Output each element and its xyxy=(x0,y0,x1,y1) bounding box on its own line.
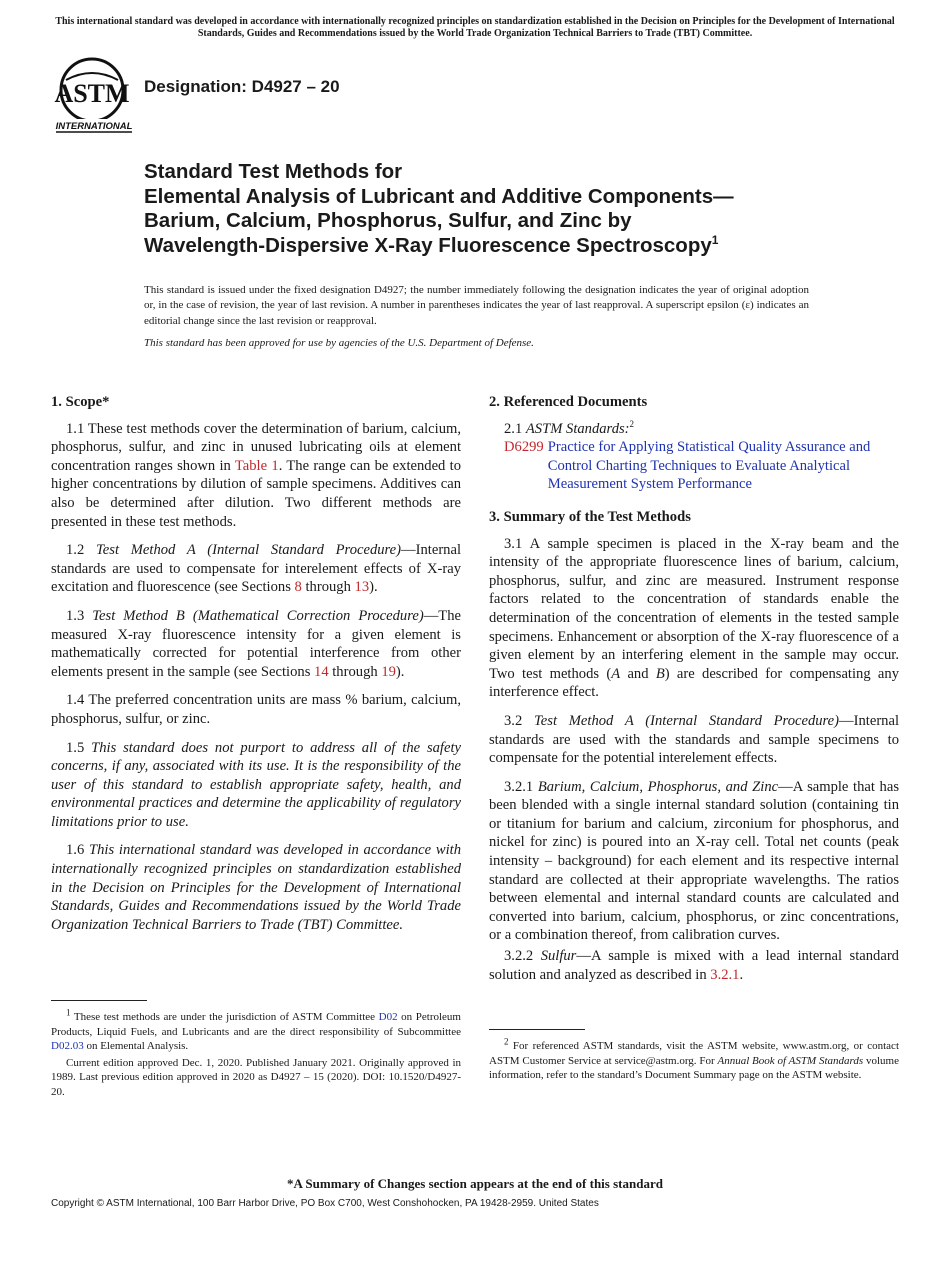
scope-1-3: 1.3 Test Method B (Mathematical Correction Procedure)—The measured X-ray fluorescence intensity for a given element is mathematically corrected for potential interference from other elements present in the sample (see Sections 14 through 19). xyxy=(51,607,461,680)
d6299-link[interactable]: D6299 xyxy=(504,439,544,456)
scope-1-2: 1.2 Test Method A (Internal Standard Procedure)—Internal standards are used to compensate for interelement effects of X-ray excitation and fluorescence (see Sections 8 through 13). xyxy=(51,542,462,596)
summary-3-2: 3.2 Test Method A (Internal Standard Procedure)—Internal standards are used with the standards and sample specimens to compensate for the potential interelement effects. xyxy=(489,712,900,767)
right-column xyxy=(489,393,899,994)
scope-1-6: 1.6 This international standard was developed in accordance with internationally recognized principles on standardization established in the Decision on Principles for the Development of International Standards, Guides and Recommendations issued by the World Trade Organization Technical Barriers to Trade (TBT) Committee. xyxy=(51,842,462,933)
title-line-3: Barium, Calcium, Phosphorus, Sulfur, and Zinc by xyxy=(144,209,632,232)
refdocs-2-1: 2.1 ASTM Standards:$^2$ xyxy=(504,418,635,437)
top-notice: This international standard was developed in accordance with internationally recognized principles on standardization established in the Decision on Principles for the Development of International Standards, Guides and Recommendations issued by the World Trade Organization Technical Barriers to Trade (TBT) Committee. xyxy=(55,16,895,39)
footnote-divider-right xyxy=(489,1029,585,1030)
summary-heading: 3. Summary of the Test Methods xyxy=(489,508,691,525)
section-8-link[interactable]: 8 xyxy=(294,579,302,596)
logo-word: INTERNATIONAL xyxy=(55,121,133,132)
footnote-divider-left xyxy=(51,1000,147,1001)
title-footnote-mark: 1 xyxy=(711,232,719,247)
designation: Designation: D4927 – 20 xyxy=(144,77,340,96)
summary-3-2-1: 3.2.1 Barium, Calcium, Phosphorus, and Zinc—A sample that has been blended with a single internal standard solution (containing tin or titanium for barium and calcium, zirconium for phosphorus, and nickel for zinc) is poured into an X-ray cell. Total net counts (peak intensity – background) for each element and its respective internal standard are collected at their appropriate wavelengths. The ratios between elemental and internal standard counts are calculated and converted into barium, calcium, phosphorus, or zinc concentrations, or a combination thereof, from calibration curves. xyxy=(489,778,900,944)
footnote-2: $^2$ For referenced ASTM standards, visit the ASTM website, www.astm.org, or contact ASTM Customer Service at service@astm.org. For Annual Book of ASTM Standards volume information, refer to the standard’s Document Summary page on the ASTM website. xyxy=(489,1036,899,1081)
scope-1-1: 1.1 These test methods cover the determination of barium, calcium, phosphorus, sulfur, and zinc in unused lubricating oils at element concentration ranges shown in Table 1. The range can be extended to higher concentrations by dilution of sample specimens. Additives can also be determined after dilution. Two different methods are presented in these test methods. xyxy=(51,420,461,530)
scope-heading: 1. Scope* xyxy=(51,394,110,410)
astm-logo-icon xyxy=(54,56,134,136)
astm-logo xyxy=(54,56,134,136)
section-3-2-1-link[interactable]: 3.2.1 xyxy=(710,966,740,983)
d6299-title-link[interactable]: Practice for Applying Statistical Quality Assurance and Control Charting Techniques to Evaluate Analytical Measurement System Performance xyxy=(547,439,871,493)
d02-03-link[interactable]: D02.03 xyxy=(51,1040,84,1052)
scope-1-5: 1.5 This standard does not purport to address all of the safety concerns, if any, associated with its use. It is the responsibility of the user of this standard to establish appropriate safety, health, and environmental practices and determine the applicability of regulatory limitations prior to use. xyxy=(51,739,461,830)
footnote-1: $^1$ These test methods are under the jurisdiction of ASTM Committee D02 on Petroleum Products, Liquid Fuels, and Lubricants and are the direct responsibility of Subcommittee D02.03 on Elemental Analysis. Current edition approved Dec. 1, 2020. Published January 2021. Originally approved in 1989. Last previous edition approved in 2020 as D4927 – 15 (2020). DOI: 10.1520/D4927-20. xyxy=(51,1007,461,1098)
title-line-4: Wavelength-Dispersive X-Ray Fluorescence Spectroscopy$^1$ xyxy=(144,232,719,257)
summary-of-changes-note: *A Summary of Changes section appears at the end of this standard xyxy=(287,1176,663,1191)
summary-3-1: 3.1 A sample specimen is placed in the X-ray beam and the intensity of the appropriate fluorescence lines of barium, calcium, phosphorus, sulfur, and zinc are measured. Instrument response factors related to the concentration of standards enable the determination of the concentration of elements in the tested sample specimens. Enhancement or absorption of the X-ray fluorescence of a given element by an interfering element in the sample may occur. Two test methods (A and B) are described for compensating any interference effect. xyxy=(489,535,899,701)
issued-note: This standard is issued under the fixed designation D4927; the number immediately following the designation indicates the year of original adoption or, in the case of revision, the year of last revision. A number in parentheses indicates the year of last reapproval. A superscript epsilon (ε) indicates an editorial change since the last revision or reapproval. xyxy=(144,284,809,327)
reference-d6299 xyxy=(504,438,899,494)
d02-link[interactable]: D02 xyxy=(378,1011,398,1023)
logo-letters: ASTM xyxy=(54,79,130,108)
summary-3-2-2: 3.2.2 Sulfur—A sample is mixed with a lead internal standard solution and analyzed as described in 3.2.1. xyxy=(489,948,899,983)
table-1-link[interactable]: Table 1 xyxy=(234,457,279,474)
left-column xyxy=(51,393,461,944)
dod-note: This standard has been approved for use by agencies of the U.S. Department of Defense. xyxy=(144,337,534,349)
copyright: Copyright © ASTM International, 100 Barr Harbor Drive, PO Box C700, West Conshohocken, PA 19428-2959. United States xyxy=(51,1198,599,1209)
scope-1-4: 1.4 The preferred concentration units are mass % barium, calcium, phosphorus, sulfur, or zinc. xyxy=(51,692,461,727)
section-19-link[interactable]: 19 xyxy=(381,663,396,680)
section-13-link[interactable]: 13 xyxy=(354,579,370,596)
title-line-2: Elemental Analysis of Lubricant and Additive Components— xyxy=(144,184,734,208)
document-title xyxy=(144,160,904,258)
footnote-1-edition: Current edition approved Dec. 1, 2020. Published January 2021. Originally approved in 1989. Last previous edition approved in 2020 as D4927 – 15 (2020). DOI: 10.1520/D4927-20. xyxy=(51,1056,461,1098)
refdocs-heading: 2. Referenced Documents xyxy=(489,394,648,410)
section-14-link[interactable]: 14 xyxy=(314,663,329,680)
title-line-1: Standard Test Methods for xyxy=(144,160,403,183)
